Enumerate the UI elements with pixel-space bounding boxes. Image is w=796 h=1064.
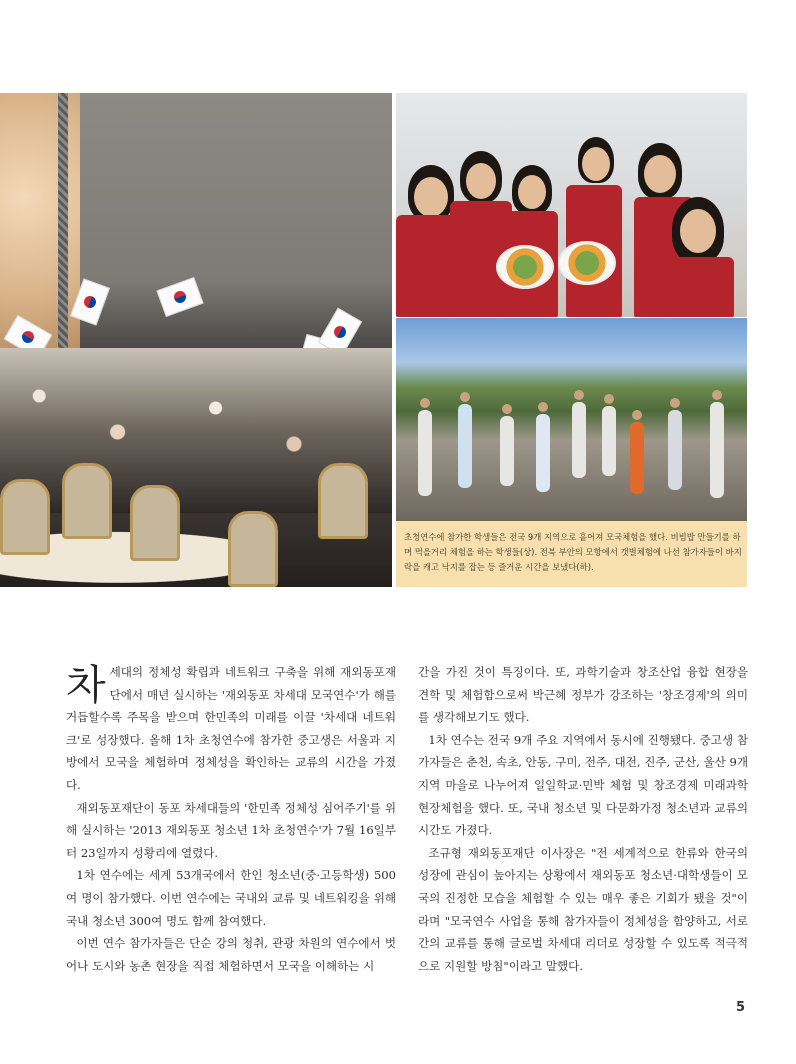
participant-figure	[500, 416, 514, 486]
bibimbap-bowl-icon	[558, 241, 616, 285]
participant-figure	[458, 404, 472, 488]
apron	[664, 257, 734, 317]
student-face	[414, 177, 448, 217]
student-face	[680, 209, 716, 253]
article-paragraph: 조규형 재외동포재단 이사장은 "전 세계적으로 한류와 한국의 성장에 관심이 높아지는 상황에서 재외동포 청소년·대학생들이 모국의 진정한 모습을 체험할 수 있는 매우 좋은 기회가 됐을 것"이라며 "모국연수 사업을 통해 참가자들이 정체성을 함양하고, 서로 간의 교류를 통해 글로벌 차세대 리더로 성장할 수 있도록 적극적으로 지원할 방침"이라고 말했다.	[418, 845, 748, 973]
participant-figure	[572, 402, 586, 478]
student-face	[518, 175, 546, 209]
student-face	[466, 163, 496, 199]
stage-decoration	[0, 93, 80, 353]
article-paragraph: 1차 연수에는 세계 53개국에서 한인 청소년(중·고등학생) 500여 명이 참가했다. 이번 연수에는 국내외 교류 및 네트워킹을 위해 국내 청소년 300여 명도 함께 참여했다.	[66, 868, 396, 928]
flag-icon	[156, 277, 203, 317]
student-face	[582, 147, 610, 181]
participant-figure	[418, 410, 432, 496]
bibimbap-bowl-icon	[496, 245, 554, 289]
page-number: 5	[736, 1000, 746, 1015]
assembly-hall-photo	[0, 93, 392, 587]
apron	[396, 215, 456, 317]
mudflat-photo	[396, 318, 747, 521]
article-paragraph: 이번 연수 참가자들은 단순 강의 청취, 관광 차원의 연수에서 벗어나 도시와 농촌 현장을 직접 체험하면서 모국을 이해하는 시	[66, 936, 396, 973]
article-paragraph: 1차 연수는 전국 9개 주요 지역에서 동시에 진행됐다. 중고생 참가자들은 춘천, 속초, 안동, 구미, 전주, 대전, 진주, 군산, 울산 9개 지역 마을로 나누어져 일일학교·민박 체험 및 창조경제 미래과학 현장체험을 했다. 또, 국내 청소년 및 다문화가정 청소년과 교류의 시간도 가졌다.	[418, 732, 748, 838]
participant-figure	[602, 406, 616, 476]
chair-icon	[0, 479, 50, 555]
article-column-left	[66, 661, 396, 977]
participant-figure	[630, 422, 644, 494]
chair-icon	[228, 511, 278, 587]
article-paragraph	[66, 661, 396, 797]
lighting-truss	[58, 93, 68, 363]
photo-caption: 초청연수에 참가한 학생들은 전국 9개 지역으로 흩어져 모국체험을 했다. 비빔밥 만들기를 하며 먹을거리 체험을 하는 학생들(상). 전북 부안의 모항에서 갯벌체험에 나선 참가자들이 바지락을 캐고 낙지를 잡는 등 즐거운 시간을 보냈다(하).	[404, 532, 742, 572]
chair-icon	[130, 485, 180, 561]
chair-icon	[62, 463, 112, 539]
photo-caption-box	[396, 521, 747, 587]
article-paragraph: 간을 가진 것이 특징이다. 또, 과학기술과 창조산업 융합 현장을 견학 및 체험함으로써 박근혜 정부가 강조하는 '창조경제'의 의미를 생각해보기도 했다.	[418, 665, 748, 725]
participant-figure	[536, 414, 550, 492]
student-face	[644, 155, 676, 193]
chair-icon	[318, 463, 368, 539]
participant-figure	[668, 410, 682, 490]
drop-cap: 차	[66, 661, 106, 709]
article-paragraph: 재외동포재단이 동포 차세대들의 '한민족 정체성 심어주기'를 위해 실시하는 '2013 재외동포 청소년 1차 초청연수'가 7월 16일부터 23일까지 성황리에 열렸다.	[66, 800, 396, 860]
article-column-right	[418, 661, 748, 977]
paragraph-text: 세대의 정체성 확립과 네트워크 구축을 위해 재외동포재단에서 매년 실시하는 '재외동포 차세대 모국연수'가 해를 거듭할수록 주목을 받으며 한민족의 미래를 이끌 '차세대 네트워크'로 성장했다. 올해 1차 초청연수에 참가한 중고생은 서울과 지방에서 모국을 체험하며 정체성을 확인하는 교류의 시간을 가졌다.	[66, 665, 396, 792]
participant-figure	[710, 402, 724, 498]
bibimbap-photo	[396, 93, 747, 317]
